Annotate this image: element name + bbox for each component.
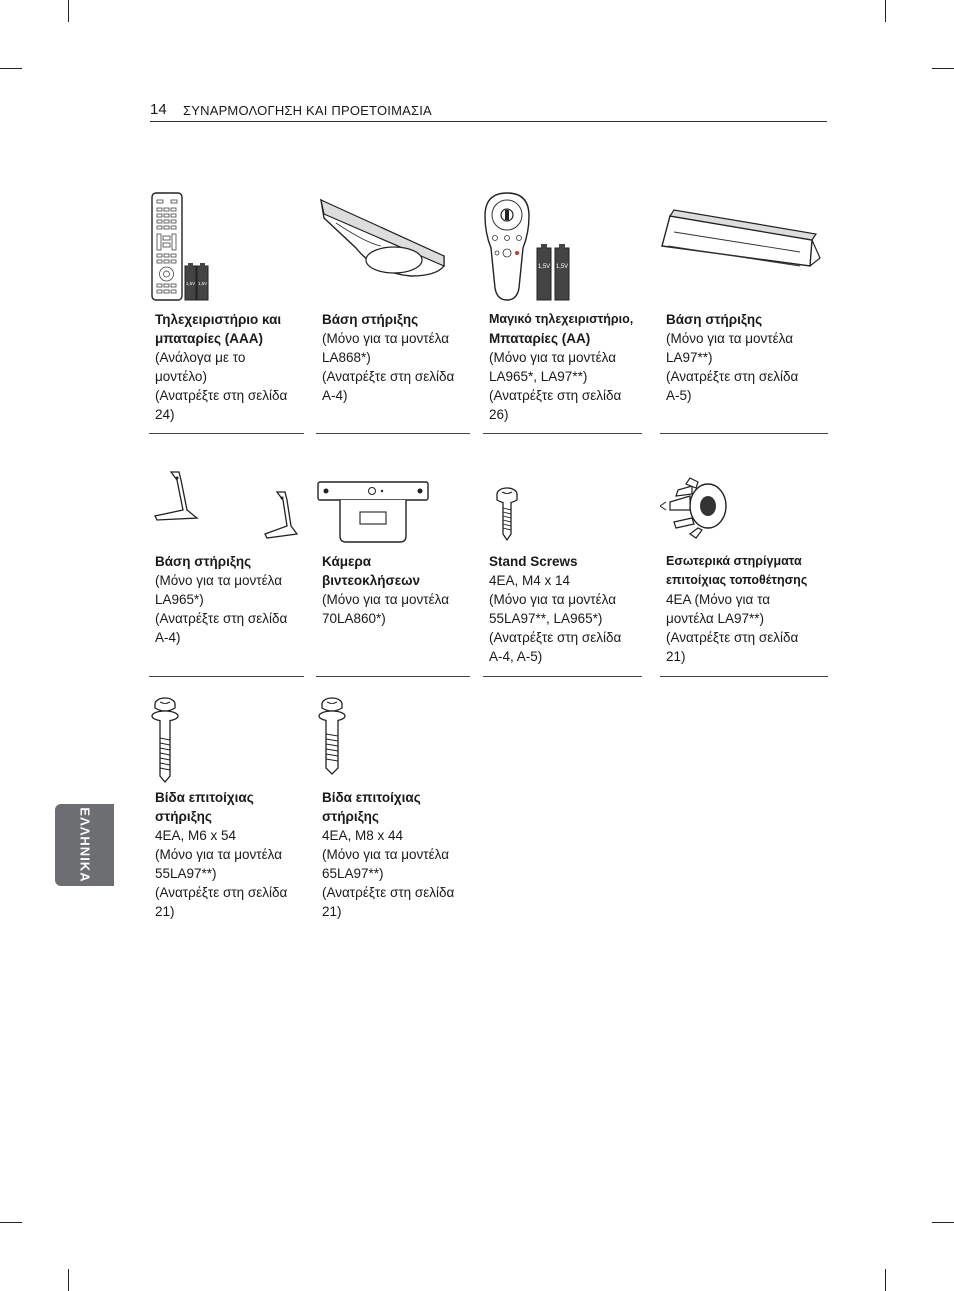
item-detail-line: 55LA97**, LA965*) xyxy=(489,611,603,626)
item-title-line: Βάση στήριξης xyxy=(666,312,763,327)
item-remote-control xyxy=(149,188,304,434)
item-caption xyxy=(322,788,454,921)
item-detail-line: (Ανατρέξτε στη σελίδα xyxy=(489,388,622,403)
item-detail-line: (Μόνο για τα μοντέλα xyxy=(322,592,449,607)
item-title-line: Βάση στήριξης xyxy=(155,554,252,569)
item-stand-la97 xyxy=(660,188,828,434)
item-caption xyxy=(155,552,287,647)
item-caption xyxy=(666,552,807,666)
item-detail-line: (Μόνο για τα μοντέλα xyxy=(322,331,449,346)
item-detail-line: (Ανατρέξτε στη σελίδα xyxy=(666,369,799,384)
magic-remote-icon xyxy=(483,188,642,308)
item-detail-line: 21) xyxy=(155,904,175,919)
crop-mark xyxy=(0,1222,22,1223)
language-tab-label: ΕΛΛΗΝΙΚΑ xyxy=(77,807,92,883)
wall-screw-icon xyxy=(149,692,304,787)
item-detail-line: μοντέλο) xyxy=(155,369,207,384)
item-detail-line: A-4) xyxy=(155,630,181,645)
item-detail-line: LA868*) xyxy=(322,350,371,365)
item-detail-line: (Ανατρέξτε στη σελίδα xyxy=(322,369,455,384)
item-title-line: Βάση στήριξης xyxy=(322,312,419,327)
item-detail-line: (Ανατρέξτε στη σελίδα xyxy=(489,630,622,645)
item-magic-remote xyxy=(483,188,642,434)
camera-icon xyxy=(316,466,470,556)
item-wall-screw-m8 xyxy=(316,692,470,932)
item-detail-line: A-4, A-5) xyxy=(489,649,543,664)
crop-mark xyxy=(68,1269,69,1291)
item-detail-line: (Ανάλογα με το xyxy=(155,350,246,365)
item-title-line: Μαγικό τηλεχειριστήριο, xyxy=(489,312,634,326)
item-wall-screw-m6 xyxy=(149,692,304,932)
item-stand-la965 xyxy=(149,466,304,677)
item-title-line: Βίδα επιτοίχιας xyxy=(322,790,421,805)
item-title-line: Βίδα επιτοίχιας xyxy=(155,790,254,805)
item-caption xyxy=(489,552,621,666)
item-video-camera xyxy=(316,466,470,677)
item-detail-line: LA965*, LA97**) xyxy=(489,369,588,384)
crop-mark xyxy=(885,1269,886,1291)
item-detail-line: (Μόνο για τα μοντέλα xyxy=(489,350,616,365)
language-tab xyxy=(55,804,114,886)
battery-label: 1,5V xyxy=(185,281,196,286)
item-detail-line: (Μόνο για τα μοντέλα xyxy=(489,592,616,607)
item-detail-line: 4EA (Μόνο για τα xyxy=(666,592,771,607)
item-detail-line: μοντέλα LA97**) xyxy=(666,611,765,626)
item-caption xyxy=(322,310,454,405)
item-detail-line: 65LA97**) xyxy=(322,866,384,881)
item-caption xyxy=(666,310,798,405)
battery-label: 1,5V xyxy=(197,281,208,286)
item-detail-line: (Μόνο για τα μοντέλα xyxy=(155,847,282,862)
remote-control-icon xyxy=(149,188,304,308)
item-caption xyxy=(322,552,449,628)
item-wall-spacers xyxy=(660,466,828,677)
item-detail-line: (Ανατρέξτε στη σελίδα xyxy=(155,388,288,403)
screw-icon xyxy=(483,466,642,556)
stand-legs-icon xyxy=(149,466,304,556)
item-detail-line: (Μόνο για τα μοντέλα xyxy=(322,847,449,862)
item-detail-line: (Ανατρέξτε στη σελίδα xyxy=(322,885,455,900)
item-detail-line: 21) xyxy=(666,649,686,664)
item-title-line: στήριξης xyxy=(322,809,379,824)
item-detail-line: 4EA, M6 x 54 xyxy=(155,828,237,843)
item-title-line: επιτοίχιας τοποθέτησης xyxy=(666,573,808,587)
item-detail-line: 21) xyxy=(322,904,342,919)
stand-bar-icon xyxy=(660,188,828,308)
item-detail-line: (Ανατρέξτε στη σελίδα xyxy=(155,885,288,900)
item-detail-line: A-5) xyxy=(666,388,692,403)
item-detail-line: (Μόνο για τα μοντέλα xyxy=(155,573,282,588)
page-number: 14 xyxy=(150,101,167,118)
item-detail-line: 26) xyxy=(489,407,509,422)
item-title-line: στήριξης xyxy=(155,809,212,824)
battery-label: 1,5V xyxy=(555,264,569,270)
item-stand-screws xyxy=(483,466,642,677)
item-title-line: Μπαταρίες (AA) xyxy=(489,331,591,346)
wall-spacer-icon xyxy=(660,466,828,556)
item-caption xyxy=(155,788,287,921)
item-detail-line: 4EA, M4 x 14 xyxy=(489,573,571,588)
crop-mark xyxy=(68,0,69,22)
wall-screw-icon xyxy=(316,692,470,787)
crop-mark xyxy=(885,0,886,22)
item-title-line: μπαταρίες (AAA) xyxy=(155,331,263,346)
crop-mark xyxy=(932,1222,954,1223)
item-stand-la868 xyxy=(316,188,470,434)
battery-label: 1,5V xyxy=(537,264,551,270)
item-detail-line: 4EA, M8 x 44 xyxy=(322,828,404,843)
item-detail-line: 55LA97**) xyxy=(155,866,217,881)
item-caption xyxy=(155,310,287,424)
item-detail-line: 24) xyxy=(155,407,175,422)
item-detail-line: LA97**) xyxy=(666,350,713,365)
item-title-line: βιντεοκλήσεων xyxy=(322,573,421,588)
item-detail-line: LA965*) xyxy=(155,592,204,607)
item-detail-line: A-4) xyxy=(322,388,348,403)
crop-mark xyxy=(0,68,22,69)
item-title-line: Τηλεχειριστήριο και xyxy=(155,312,282,327)
item-detail-line: (Ανατρέξτε στη σελίδα xyxy=(155,611,288,626)
item-title-line: Stand Screws xyxy=(489,554,578,569)
item-caption xyxy=(489,310,633,424)
crop-mark xyxy=(932,68,954,69)
item-detail-line: (Ανατρέξτε στη σελίδα xyxy=(666,630,799,645)
item-title-line: Εσωτερικά στηρίγματα xyxy=(666,554,802,568)
stand-base-icon xyxy=(316,188,470,308)
item-detail-line: 70LA860*) xyxy=(322,611,386,626)
page-header xyxy=(150,101,827,122)
item-detail-line: (Μόνο για τα μοντέλα xyxy=(666,331,793,346)
item-title-line: Κάμερα xyxy=(322,554,372,569)
section-title: ΣΥΝΑΡΜΟΛΟΓΗΣΗ ΚΑΙ ΠΡΟΕΤΟΙΜΑΣΙΑ xyxy=(183,103,432,118)
